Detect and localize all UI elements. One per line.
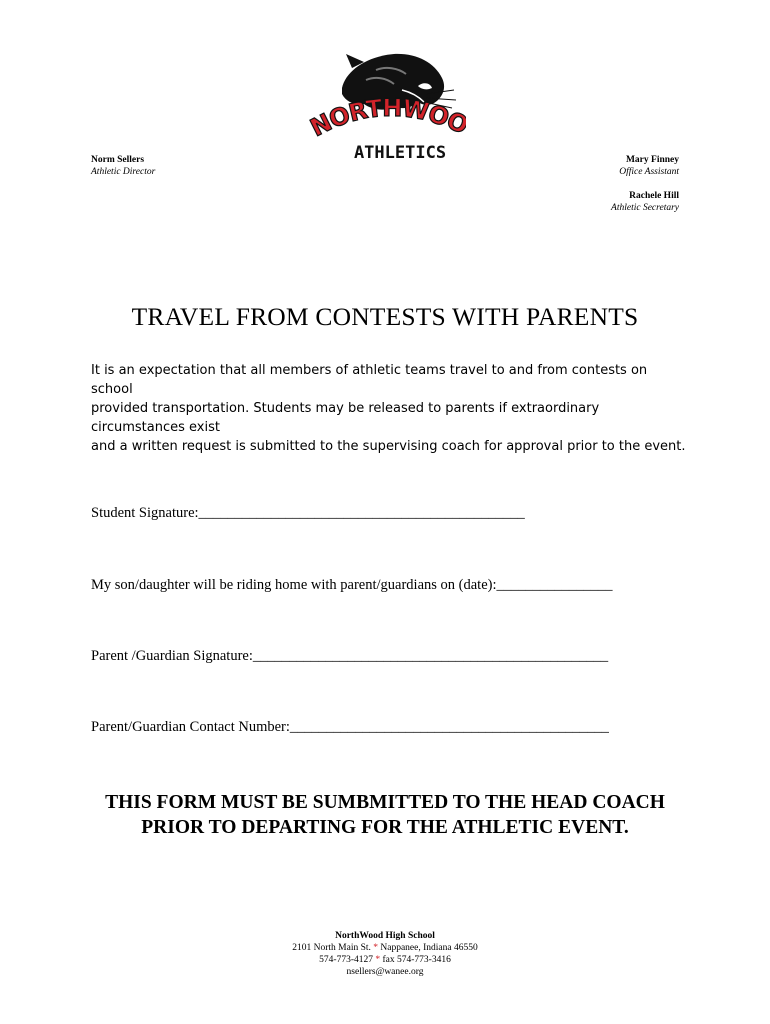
footer-city: Nappanee, Indiana 46550 xyxy=(380,943,478,953)
notice-line: PRIOR TO DEPARTING FOR THE ATHLETIC EVENT. xyxy=(141,817,629,838)
riding-home-date-field[interactable]: My son/daughter will be riding home with parent/guardians on (date):________________ xyxy=(91,577,613,593)
staff-right-block-1 xyxy=(619,154,679,178)
footer-fax: fax 574-773-3416 xyxy=(382,955,451,965)
submission-notice xyxy=(0,790,770,840)
intro-line: and a written request is submitted to the supervising coach for approval prior to the event. xyxy=(91,439,686,454)
footer-school: NorthWood High School xyxy=(335,931,435,941)
staff-name: Norm Sellers xyxy=(91,155,145,165)
intro-line: It is an expectation that all members of athletic teams travel to and from contests on school xyxy=(91,363,648,397)
footer-email[interactable]: nsellers@wanee.org xyxy=(346,967,424,977)
panther-logo-icon xyxy=(306,50,466,162)
staff-right-block-2 xyxy=(611,190,679,214)
staff-role: Office Assistant xyxy=(619,167,679,177)
staff-left-block xyxy=(91,154,155,178)
staff-name: Mary Finney xyxy=(625,155,679,165)
footer-street: 2101 North Main St. xyxy=(292,943,371,953)
svg-text:ATHLETICS: ATHLETICS xyxy=(353,143,447,162)
staff-role: Athletic Secretary xyxy=(611,203,679,213)
staff-name: Rachele Hill xyxy=(629,191,679,201)
northwood-athletics-logo xyxy=(306,50,466,162)
footer-address xyxy=(0,942,770,954)
student-signature-field[interactable]: Student Signature:_____________________________________________ xyxy=(91,505,525,521)
staff-role: Athletic Director xyxy=(91,167,156,177)
footer xyxy=(0,930,770,978)
svg-text:NORTHWOOD: NORTHWO xyxy=(306,93,452,143)
parent-signature-field[interactable]: Parent /Guardian Signature:_________________________________________________ xyxy=(91,648,609,664)
intro-line: provided transportation. Students may be released to parents if extraordinary circumstances exist xyxy=(91,401,600,435)
footer-phone: 574-773-4127 xyxy=(319,955,373,965)
contact-number-field[interactable]: Parent/Guardian Contact Number:____________________________________________ xyxy=(91,719,609,735)
separator-icon: * xyxy=(373,943,379,953)
notice-line: THIS FORM MUST BE SUMBMITTED TO THE HEAD COACH xyxy=(105,792,665,813)
intro-paragraph xyxy=(91,361,691,456)
page-title: TRAVEL FROM CONTESTS WITH PARENTS xyxy=(131,302,639,331)
separator-icon: * xyxy=(375,955,381,965)
footer-phone-line xyxy=(0,954,770,966)
